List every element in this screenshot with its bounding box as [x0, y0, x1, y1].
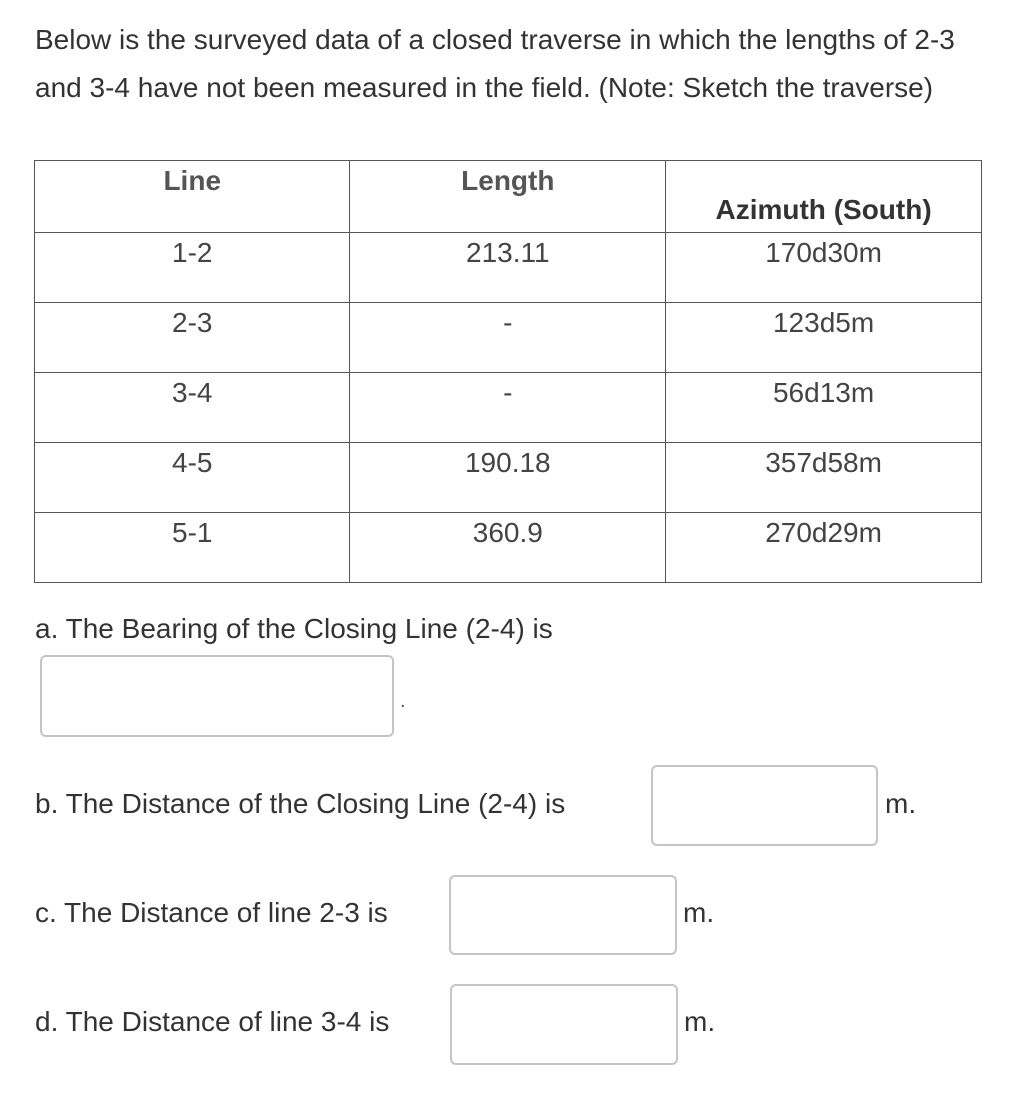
- line-2-3-distance-input[interactable]: [449, 875, 677, 955]
- traverse-data-table: [34, 160, 982, 583]
- header-line: Line: [35, 161, 350, 233]
- question-d-label: d. The Distance of line 3-4 is: [35, 1006, 390, 1037]
- table-row: [35, 303, 982, 373]
- table-row: [35, 443, 982, 513]
- cell-length: 213.11: [350, 233, 666, 303]
- table-row: [35, 373, 982, 443]
- line-3-4-distance-input[interactable]: [450, 984, 678, 1065]
- cell-line: 5-1: [35, 513, 350, 583]
- cell-azimuth: 270d29m: [666, 513, 982, 583]
- table-row: [35, 513, 982, 583]
- question-b-label: b. The Distance of the Closing Line (2-4) is: [35, 788, 566, 819]
- header-length: Length: [350, 161, 666, 233]
- cell-azimuth: 357d58m: [666, 443, 982, 513]
- table-row: [35, 233, 982, 303]
- answer-a-suffix: .: [400, 690, 406, 712]
- unit-d: m.: [684, 1006, 716, 1037]
- cell-length: -: [350, 303, 666, 373]
- closing-line-distance-input[interactable]: [651, 765, 878, 846]
- unit-b: m.: [885, 788, 917, 819]
- cell-line: 2-3: [35, 303, 350, 373]
- cell-length: -: [350, 373, 666, 443]
- cell-azimuth: 56d13m: [666, 373, 982, 443]
- cell-length: 190.18: [350, 443, 666, 513]
- unit-c: m.: [683, 897, 715, 928]
- cell-length: 360.9: [350, 513, 666, 583]
- question-c-label: c. The Distance of line 2-3 is: [35, 897, 388, 928]
- question-a-label: a. The Bearing of the Closing Line (2-4) is: [35, 613, 553, 644]
- cell-line: 4-5: [35, 443, 350, 513]
- cell-azimuth: 170d30m: [666, 233, 982, 303]
- problem-statement: Below is the surveyed data of a closed traverse in which the lengths of 2-3 and 3-4 have not been measured in the field. (Note: Sketch the traverse): [35, 24, 955, 103]
- cell-line: 3-4: [35, 373, 350, 443]
- bearing-answer-input[interactable]: [40, 655, 394, 737]
- cell-azimuth: 123d5m: [666, 303, 982, 373]
- cell-line: 1-2: [35, 233, 350, 303]
- header-azimuth: Azimuth (South): [666, 161, 982, 233]
- table-header-row: [35, 161, 982, 233]
